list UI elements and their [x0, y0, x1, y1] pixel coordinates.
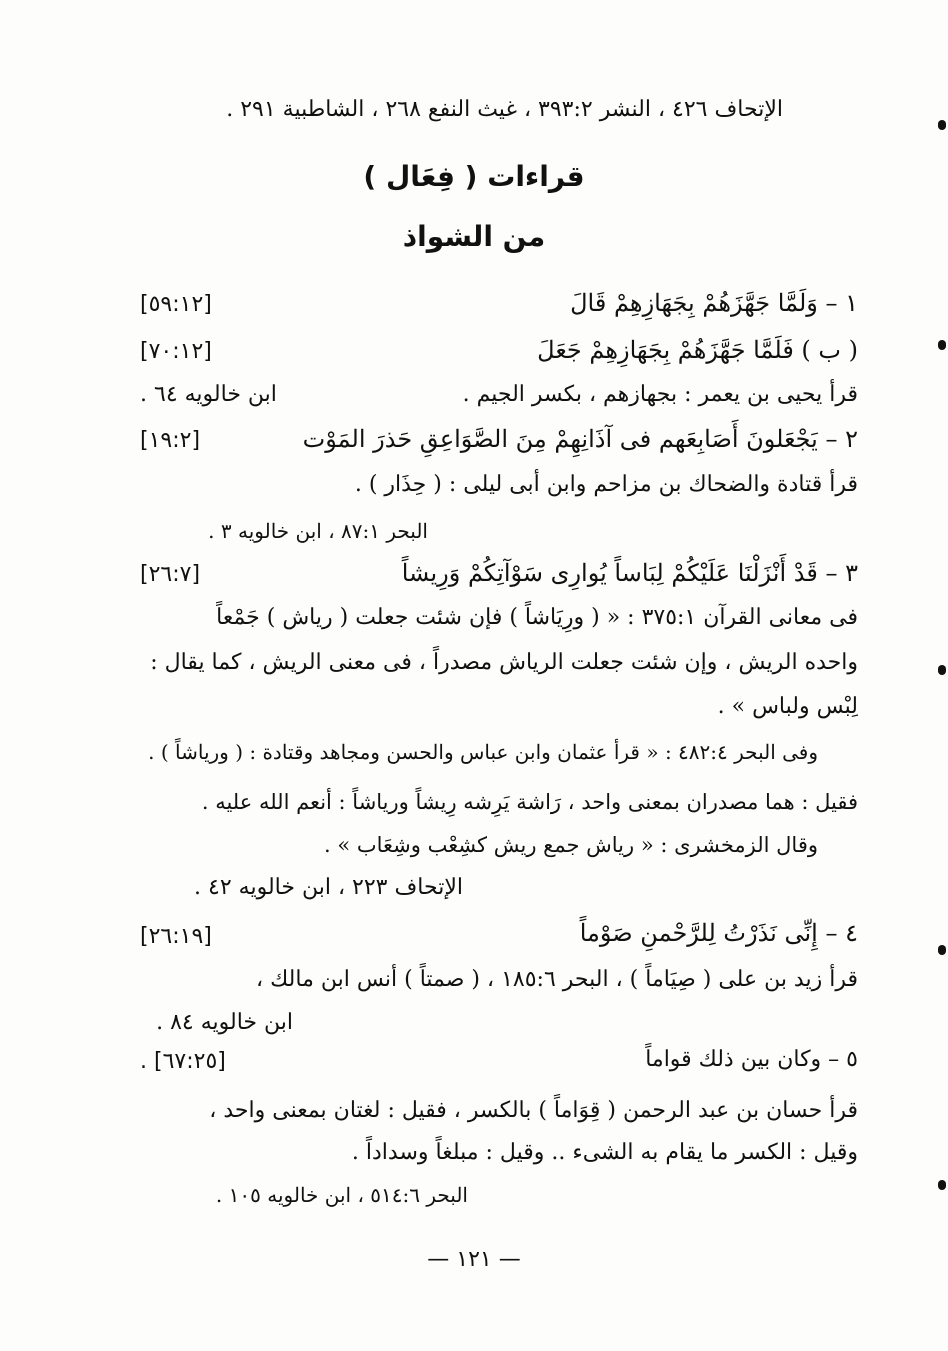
- entry-1-verse: ١ – وَلَمَّا جَهَّزَهُمْ بِجَهَازِهِمْ قَالَ: [570, 289, 858, 317]
- section-subtitle: من الشواذ: [402, 220, 546, 253]
- entry-1-note: قرأ يحيى بن يعمر : بجهازهم ، بكسر الجيم .: [462, 382, 858, 407]
- entry-3-reference: [٢٦:٧]: [140, 562, 201, 587]
- entry-2-note: قرأ قتادة والضحاك بن مزاحم وابن أبى ليلى : ( حِذَار ) .: [354, 472, 858, 497]
- entry-3-source: الإتحاف ٢٢٣ ، ابن خالويه ٤٢ .: [194, 875, 463, 900]
- entry-3-paragraph-2: واحده الريش ، وإن شئت جعلت الرياش مصدراً ، فى معنى الريش ، كما يقال :: [150, 650, 858, 675]
- entry-4-reference: [٢٦:١٩]: [140, 924, 212, 949]
- entry-3-verse: ٣ – قَدْ أَنْزَلْنَا عَلَيْكُمْ لِبَاساً يُوارِى سَوْآتِكُمْ وَرِيشاً: [401, 559, 858, 587]
- entry-2-reference: [١٩:٢]: [140, 428, 201, 453]
- entry-5-paragraph-2: وقيل : الكسر ما يقام به الشىء .. وقيل : مبلغاً وسداداً .: [351, 1140, 858, 1165]
- entry-4-verse: ٤ – إِنِّى نَذَرْتُ لِلرَّحْمنِ صَوْماً: [579, 919, 858, 947]
- edge-mark: [938, 665, 946, 675]
- entry-5-reference: . [٦٧:٢٥]: [140, 1049, 226, 1074]
- entry-3-paragraph-3: لِبْس ولباس » .: [717, 694, 858, 719]
- section-title: قراءات ( فِعَال ): [363, 160, 585, 193]
- page-number: — ١٢١ —: [427, 1247, 521, 1272]
- entry-1-source: ابن خالويه ٦٤ .: [140, 382, 277, 407]
- entry-5-source: البحر ٥١٤:٦ ، ابن خالويه ١٠٥ .: [215, 1183, 468, 1207]
- entry-5-verse: ٥ – وكان بين ذلك قواماً: [645, 1047, 858, 1072]
- edge-mark: [938, 120, 946, 130]
- entry-1b-reference: [٧٠:١٢]: [140, 339, 212, 364]
- edge-mark: [938, 1180, 946, 1190]
- entry-3-paragraph-6: وقال الزمخشرى : « رياش جمع ريش كشِعْب وشِعَاب » .: [323, 833, 818, 857]
- entry-5-paragraph-1: قرأ حسان بن عبد الرحمن ( قِوَاماً ) بالكسر ، فقيل : لغتان بمعنى واحد ،: [209, 1098, 858, 1123]
- header-references: الإتحاف ٤٢٦ ، النشر ٣٩٣:٢ ، غيث النفع ٢٦٨ ، الشاطبية ٢٩١ .: [226, 97, 783, 122]
- entry-3-paragraph-4: وفى البحر ٤٨٢:٤ : « قرأ عثمان وابن عباس والحسن ومجاهد وقتادة : ( ورياشاً ) .: [148, 740, 818, 764]
- entry-4-note: قرأ زيد بن على ( صِيَاماً ) ، البحر ١٨٥:٦ ، ( صمتاً ) أنس ابن مالك ،: [256, 967, 858, 992]
- entry-4-source: ابن خالويه ٨٤ .: [156, 1010, 293, 1035]
- edge-mark: [938, 945, 946, 955]
- edge-mark: [938, 340, 946, 350]
- entry-1b-verse: ( ب ) فَلَمَّا جَهَّزَهُمْ بِجَهَازِهِمْ جَعَلَ: [537, 336, 858, 364]
- entry-3-paragraph-1: فى معانى القرآن ٣٧٥:١ : « ( ورِيَاشاً ) فإن شئت جعلت ( رياش ) جَمْعاً: [216, 605, 858, 630]
- entry-2-verse: ٢ – يَجْعَلونَ أَصَابِعَهم فى آذَانِهِمْ مِنَ الصَّوَاعِقِ حَذرَ المَوْت: [302, 425, 858, 453]
- entry-2-source: البحر ٨٧:١ ، ابن خالويه ٣ .: [208, 519, 428, 543]
- entry-3-paragraph-5: فقيل : هما مصدران بمعنى واحد ، رَاشة يَرِشه رِيشاً ورياشاً : أنعم الله عليه .: [201, 790, 858, 814]
- entry-1-reference: [٥٩:١٢]: [140, 292, 212, 317]
